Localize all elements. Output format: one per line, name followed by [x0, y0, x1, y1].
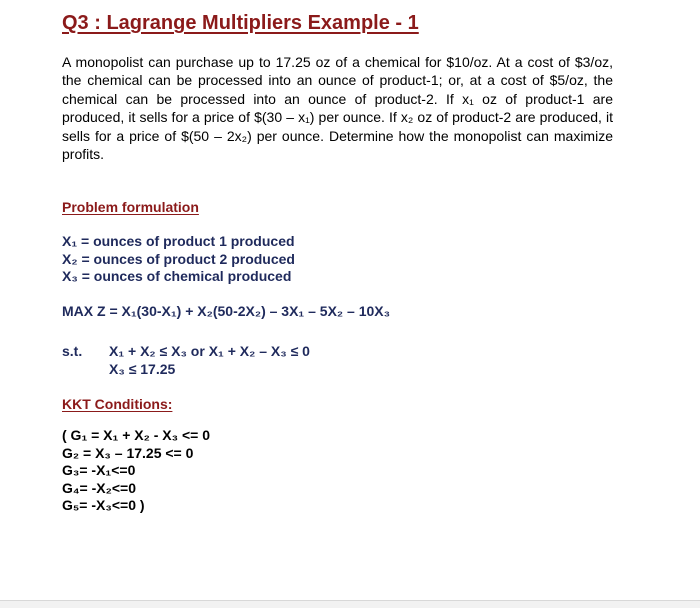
kkt-line: G₂ = X₃ – 17.25 <= 0	[62, 444, 194, 461]
kkt-line: ( G₁ = X₁ + X₂ - X₃ <= 0	[62, 427, 210, 443]
constraint-line: X₁ + X₂ ≤ X₃ or X₁ + X₂ – X₃ ≤ 0	[109, 343, 310, 359]
objective-function: MAX Z = X₁(30-X₁) + X₂(50-2X₂) – 3X₁ – 5X₂ – 10X₃	[62, 303, 391, 319]
kkt-line: G₄= -X₂<=0	[62, 479, 136, 496]
kkt-conditions	[62, 427, 210, 515]
kkt-line: G₃= -X₁<=0	[62, 462, 136, 478]
variable-definitions	[62, 233, 295, 286]
problem-formulation-heading: Problem formulation	[62, 199, 199, 215]
problem-statement: A monopolist can purchase up to 17.25 oz of a chemical for $10/oz. At a cost of $3/oz, the chemical can be processed into an ounce of product-1; or, at a cost of $5/oz, the chemical can be processed into an ounce of product-2. If x₁ oz of product-1 are produced, it sells for a price of $(30 – x₁) per ounce. If x₂ oz of product-2 are produced, it sells for a price of $(50 – 2x₂) per ounce. Determine how the monopolist can maximize profits.	[62, 54, 613, 163]
definition-line: X₁ = ounces of product 1 produced	[62, 233, 295, 249]
subject-to-label: s.t.	[62, 343, 83, 359]
constraints	[109, 343, 310, 378]
page-title: Q3 : Lagrange Multipliers Example - 1	[62, 12, 419, 34]
kkt-line: G₅= -X₃<=0 )	[62, 497, 145, 513]
definition-line: X₂ = ounces of product 2 produced	[62, 250, 295, 267]
definition-line: X₃ = ounces of chemical produced	[62, 268, 292, 284]
constraint-line: X₃ ≤ 17.25	[109, 360, 176, 377]
kkt-heading: KKT Conditions:	[62, 396, 173, 412]
